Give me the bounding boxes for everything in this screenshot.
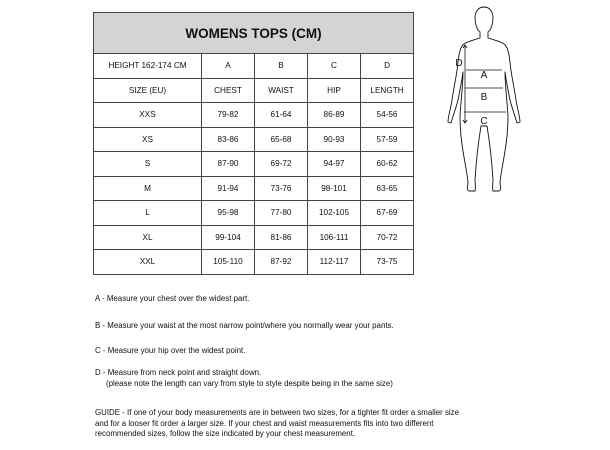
measurement-cell: 67-69 <box>361 201 414 226</box>
note-length <box>95 368 393 389</box>
figure-label-b: B <box>480 92 488 103</box>
table-row <box>94 225 414 250</box>
size-cell: S <box>94 152 202 177</box>
letter-cell: D <box>361 54 414 79</box>
size-cell: XL <box>94 225 202 250</box>
size-cell: L <box>94 201 202 226</box>
table-row <box>94 250 414 275</box>
measurement-cell: 63-65 <box>361 176 414 201</box>
height-label: HEIGHT 162-174 CM <box>94 54 202 79</box>
table-title: WOMENS TOPS (CM) <box>94 13 414 54</box>
measurement-cell: 73-76 <box>255 176 308 201</box>
note-length-main: D - Measure from neck point and straight down. <box>95 368 262 377</box>
measurement-cell: 91-94 <box>202 176 255 201</box>
header-row <box>94 78 414 103</box>
measurement-cell: 65-68 <box>255 127 308 152</box>
column-header: LENGTH <box>361 78 414 103</box>
figure-label-d: D <box>455 58 463 69</box>
measurement-cell: 112-117 <box>308 250 361 275</box>
guide-line-2: and for a looser fit order a larger size. If your chest and waist measurements fits into two different <box>95 418 434 428</box>
measurement-cell: 98-101 <box>308 176 361 201</box>
guide-line-3: recommended sizes, follow the size indicated by your chest measurement. <box>95 429 356 439</box>
table-row <box>94 127 414 152</box>
measurement-cell: 86-89 <box>308 103 361 128</box>
letter-cell: B <box>255 54 308 79</box>
note-waist: B - Measure your waist at the most narrow point/where you normally wear your pants. <box>95 321 394 330</box>
size-cell: XXS <box>94 103 202 128</box>
measurement-cell: 73-75 <box>361 250 414 275</box>
measurement-cell: 83-86 <box>202 127 255 152</box>
measurement-cell: 61-64 <box>255 103 308 128</box>
measurement-cell: 94-97 <box>308 152 361 177</box>
letter-cell: A <box>202 54 255 79</box>
note-length-sub: (please note the length can vary from style to style despite being in the same size) <box>106 378 393 388</box>
table-row <box>94 103 414 128</box>
table-row <box>94 152 414 177</box>
column-header: HIP <box>308 78 361 103</box>
table-row <box>94 201 414 226</box>
measurement-cell: 99-104 <box>202 225 255 250</box>
measurement-cell: 60-62 <box>361 152 414 177</box>
guide-line-1: GUIDE - If one of your body measurements are in between two sizes, for a tighter fit order a smaller size <box>95 408 460 417</box>
measurement-cell: 102-105 <box>308 201 361 226</box>
body-measurement-figure <box>430 4 538 194</box>
size-label: SIZE (EU) <box>94 78 202 103</box>
note-chest: A - Measure your chest over the widest part. <box>95 294 250 303</box>
size-chart-table <box>93 12 414 275</box>
measurement-cell: 77-80 <box>255 201 308 226</box>
letter-row <box>94 54 414 79</box>
measurement-cell: 54-56 <box>361 103 414 128</box>
size-cell: M <box>94 176 202 201</box>
column-header: WAIST <box>255 78 308 103</box>
figure-label-c: C <box>480 116 488 127</box>
size-cell: XS <box>94 127 202 152</box>
column-header: CHEST <box>202 78 255 103</box>
measurement-cell: 87-92 <box>255 250 308 275</box>
measurement-cell: 87-90 <box>202 152 255 177</box>
table-row <box>94 176 414 201</box>
note-hip: C - Measure your hip over the widest point. <box>95 346 246 355</box>
figure-label-a: A <box>480 70 488 81</box>
guide-text <box>95 408 459 440</box>
measurement-cell: 57-59 <box>361 127 414 152</box>
measurement-cell: 81-86 <box>255 225 308 250</box>
measurement-cell: 106-111 <box>308 225 361 250</box>
measurement-cell: 95-98 <box>202 201 255 226</box>
measurement-cell: 90-93 <box>308 127 361 152</box>
measurement-cell: 70-72 <box>361 225 414 250</box>
size-cell: XXL <box>94 250 202 275</box>
measurement-cell: 79-82 <box>202 103 255 128</box>
letter-cell: C <box>308 54 361 79</box>
measurement-cell: 69-72 <box>255 152 308 177</box>
title-row <box>94 13 414 54</box>
measurement-cell: 105-110 <box>202 250 255 275</box>
